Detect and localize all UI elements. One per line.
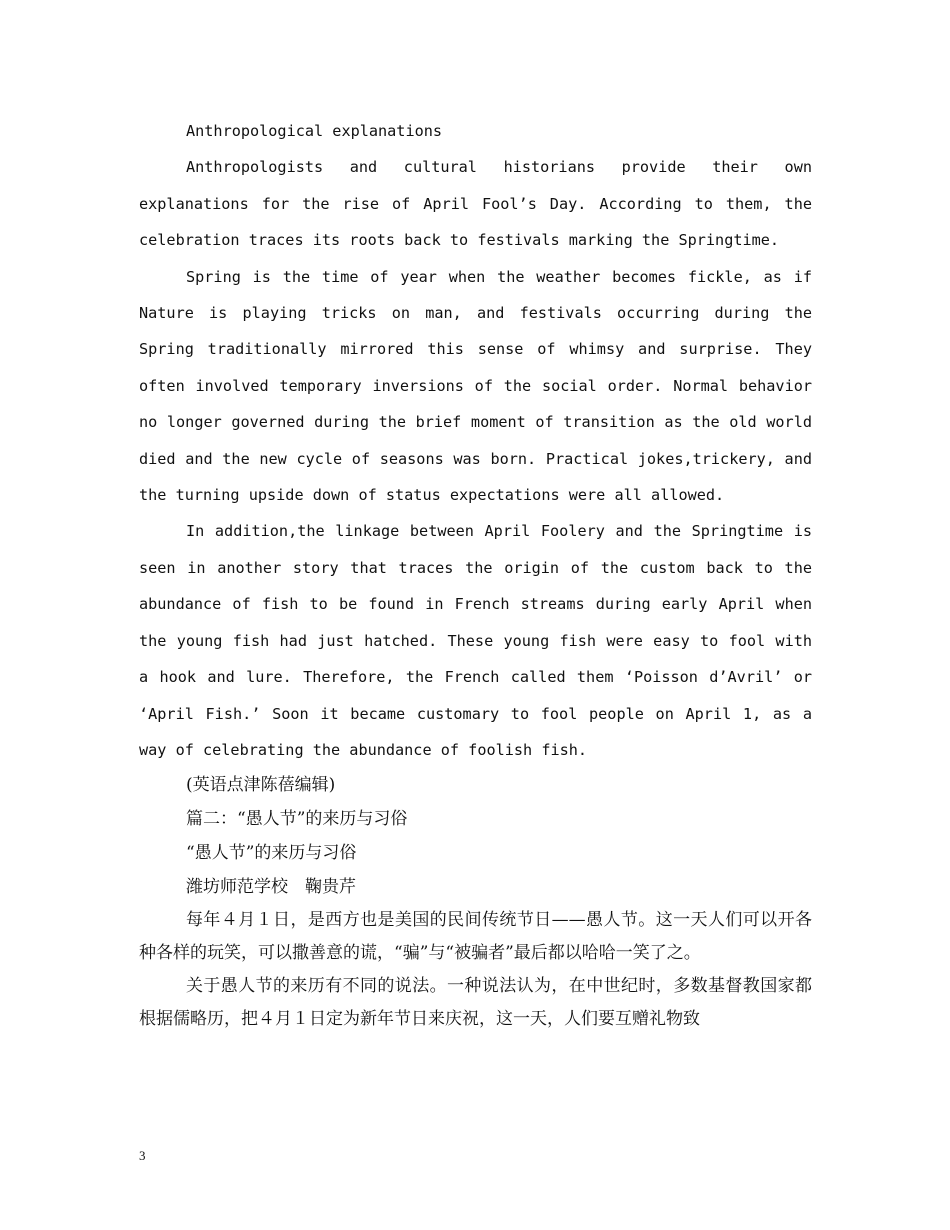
paragraph-spring: Spring is the time of year when the weather becomes fickle, as if Nature is playing tricks on man, and festivals occurring during the Spring traditionally mirrored this sense of whimsy and surprise. They often involved temporary inversions of the social order. Normal behavior no longer governed during the brief moment of transition as the old world died and the new cycle of seasons was born. Practical jokes,trickery, and the turning upside down of status expectations were all allowed. (139, 267, 812, 505)
editor-credit: (英语点津陈蓓编辑) (186, 775, 336, 796)
paragraph-intro: Anthropologists and cultural historians provide their own explanations for the rise of April Fool’s Day. According to them, the celebration traces its roots back to festivals marking the Springtime. (139, 158, 812, 250)
document-body (139, 113, 812, 1036)
paragraph-april-fish: In addition,the linkage between April Foolery and the Springtime is seen in another story that traces the origin of the custom back to the abundance of fish to be found in French streams during early April when the young fish had just hatched. These young fish were easy to fool with a hook and lure. Therefore, the French called them ‘Poisson d’Avril’ or ‘April Fish.’ Soon it became customary to fool people on April 1, as a way of celebrating the abundance of foolish fish. (139, 522, 812, 759)
page-number: 3 (139, 1148, 146, 1163)
section-heading: Anthropological explanations (186, 122, 443, 140)
article-author: 潍坊师范学校 鞠贵芹 (186, 877, 356, 898)
paragraph-cn-origin: 关于愚人节的来历有不同的说法。一种说法认为，在中世纪时，多数基督教国家都根据儒略历，把４月１日定为新年节日来庆祝，这一天，人们要互赠礼物致 (139, 976, 812, 1030)
paragraph-cn-intro: 每年４月１日，是西方也是美国的民间传统节日——愚人节。这一天人们可以开各种各样的玩笑，可以撒善意的谎，“骗”与“被骗者”最后都以哈哈一笑了之。 (139, 910, 812, 964)
article-section-title: 篇二：“愚人节”的来历与习俗 (186, 809, 408, 830)
article-title: “愚人节”的来历与习俗 (186, 843, 357, 864)
